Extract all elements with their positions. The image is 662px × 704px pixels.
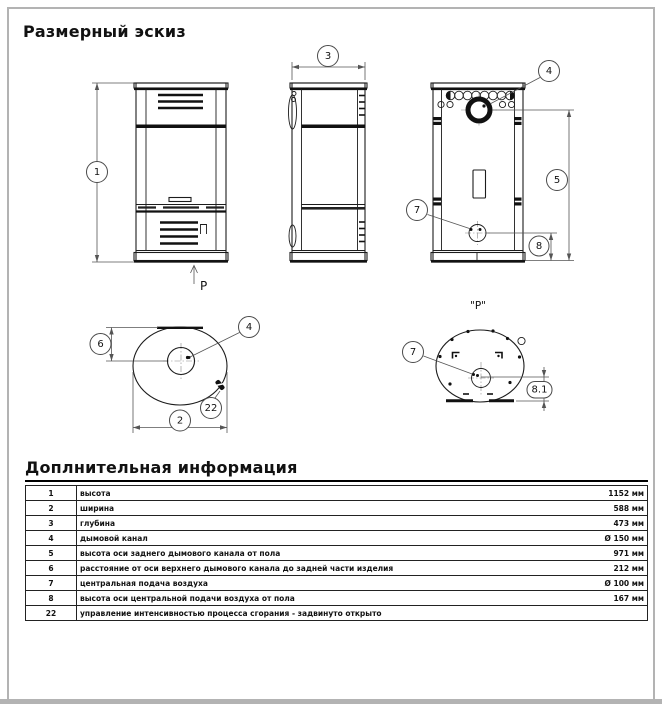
row-value: 971 мм	[613, 548, 644, 558]
svg-text:7: 7	[409, 347, 417, 358]
view-direction-arrow	[191, 266, 208, 294]
row-desc: высота оси заднего дымового канала от пола	[80, 548, 281, 558]
oval-footprint	[133, 327, 227, 405]
svg-text:2: 2	[176, 415, 184, 427]
svg-text:22: 22	[204, 403, 218, 414]
row-value: 588 мм	[613, 503, 644, 513]
side-view	[289, 46, 368, 263]
row-content-cell	[77, 576, 648, 591]
row-value: Ø 100 мм	[604, 578, 644, 588]
balloon-6	[90, 334, 111, 355]
balloon-4-top	[188, 317, 260, 360]
additional-info-section	[25, 458, 648, 621]
row-desc: расстояние от оси верхнего дымового канала до задней части изделия	[80, 563, 394, 573]
row-number-cell: 3	[26, 516, 77, 531]
table-row	[26, 561, 648, 576]
row-content-cell	[77, 606, 648, 621]
row-content-cell	[77, 546, 648, 561]
balloon-7-bottom	[403, 342, 476, 377]
mount-brackets	[453, 353, 503, 359]
row-number-cell: 4	[26, 531, 77, 546]
table-row	[26, 576, 648, 591]
bottom-vent-slats	[160, 223, 198, 244]
air-control-knob	[201, 225, 207, 235]
row-content-cell	[77, 486, 648, 501]
svg-text:7: 7	[413, 205, 421, 216]
svg-text:8: 8	[535, 241, 543, 252]
depth-dimension	[292, 46, 365, 81]
stove-body-side	[292, 83, 365, 262]
row-content-cell	[77, 501, 648, 516]
table-row	[26, 546, 648, 561]
row-desc: высота оси центральной подачи воздуха от пола	[80, 593, 295, 603]
row-number-cell: 7	[26, 576, 77, 591]
door-handle	[169, 198, 191, 202]
air-inlet-bottom	[463, 362, 494, 396]
balloon-5	[547, 170, 568, 191]
balloon-8	[529, 236, 549, 256]
hinge-pin	[518, 337, 525, 344]
row-content-cell	[77, 531, 648, 546]
row-content-cell	[77, 516, 648, 531]
row-content-cell	[77, 561, 648, 576]
svg-text:1: 1	[93, 167, 101, 178]
row-desc: высота	[80, 488, 111, 498]
balloon-8-1	[527, 382, 552, 399]
row-number-cell: 5	[26, 546, 77, 561]
oval-bottom	[436, 330, 524, 402]
view-p-label: "P"	[470, 300, 486, 312]
page-title: Размерный эскиз	[23, 22, 186, 41]
table-row	[26, 531, 648, 546]
rear-vent-ticks	[359, 96, 365, 242]
top-plate	[134, 83, 228, 88]
svg-text:4: 4	[545, 66, 553, 77]
base-plinth-front	[134, 253, 228, 261]
table-row	[26, 501, 648, 516]
base-plinth-side	[290, 253, 367, 261]
bottom-view	[403, 300, 553, 411]
row-number-cell: 22	[26, 606, 77, 621]
table-row	[26, 486, 648, 501]
row-number-cell: 6	[26, 561, 77, 576]
table-row	[26, 606, 648, 621]
direction-arrow-label: P	[200, 279, 208, 293]
row-desc: управление интенсивностью процесса сгорания - задвинуто открыто	[80, 608, 382, 618]
edge-brackets	[434, 117, 522, 206]
balloon-3	[318, 46, 339, 67]
row-number-cell: 1	[26, 486, 77, 501]
row-desc: глубина	[80, 518, 116, 528]
svg-text:4: 4	[245, 322, 253, 333]
base-plinth-rear	[431, 253, 525, 261]
balloon-1	[87, 162, 108, 183]
front-view	[87, 83, 229, 293]
air-axis-height-dimension	[486, 233, 557, 261]
row-desc: дымовой канал	[80, 533, 148, 543]
svg-text:8.1: 8.1	[531, 384, 548, 396]
smoke-outlet-top	[163, 343, 199, 379]
rear-slot	[473, 170, 486, 198]
height-dimension	[87, 83, 137, 262]
svg-text:5: 5	[553, 175, 561, 186]
mid-divider	[136, 205, 226, 212]
info-table	[25, 485, 648, 621]
top-vent-slats	[158, 95, 203, 108]
top-view	[90, 317, 260, 434]
page-border-bottom	[0, 699, 662, 704]
row-value: 473 мм	[613, 518, 644, 528]
row-desc: центральная подача воздуха	[80, 578, 208, 588]
row-value: 1152 мм	[608, 488, 644, 498]
row-value: 167 мм	[613, 593, 644, 603]
balloon-2	[170, 410, 191, 431]
smoke-outlet-rear	[461, 93, 497, 127]
info-title: Доплнительная информация	[25, 458, 648, 482]
svg-text:3: 3	[324, 51, 332, 62]
table-row	[26, 591, 648, 606]
row-desc: ширина	[80, 503, 115, 513]
row-number-cell: 8	[26, 591, 77, 606]
svg-text:6: 6	[97, 339, 104, 350]
stove-body-front	[136, 83, 226, 262]
air-axis-bottom-dimension	[481, 367, 552, 411]
rear-view	[407, 61, 575, 263]
row-number-cell: 2	[26, 501, 77, 516]
table-row	[26, 516, 648, 531]
upper-band	[137, 125, 226, 129]
row-value: 212 мм	[613, 563, 644, 573]
row-content-cell	[77, 591, 648, 606]
row-value: Ø 150 мм	[604, 533, 644, 543]
